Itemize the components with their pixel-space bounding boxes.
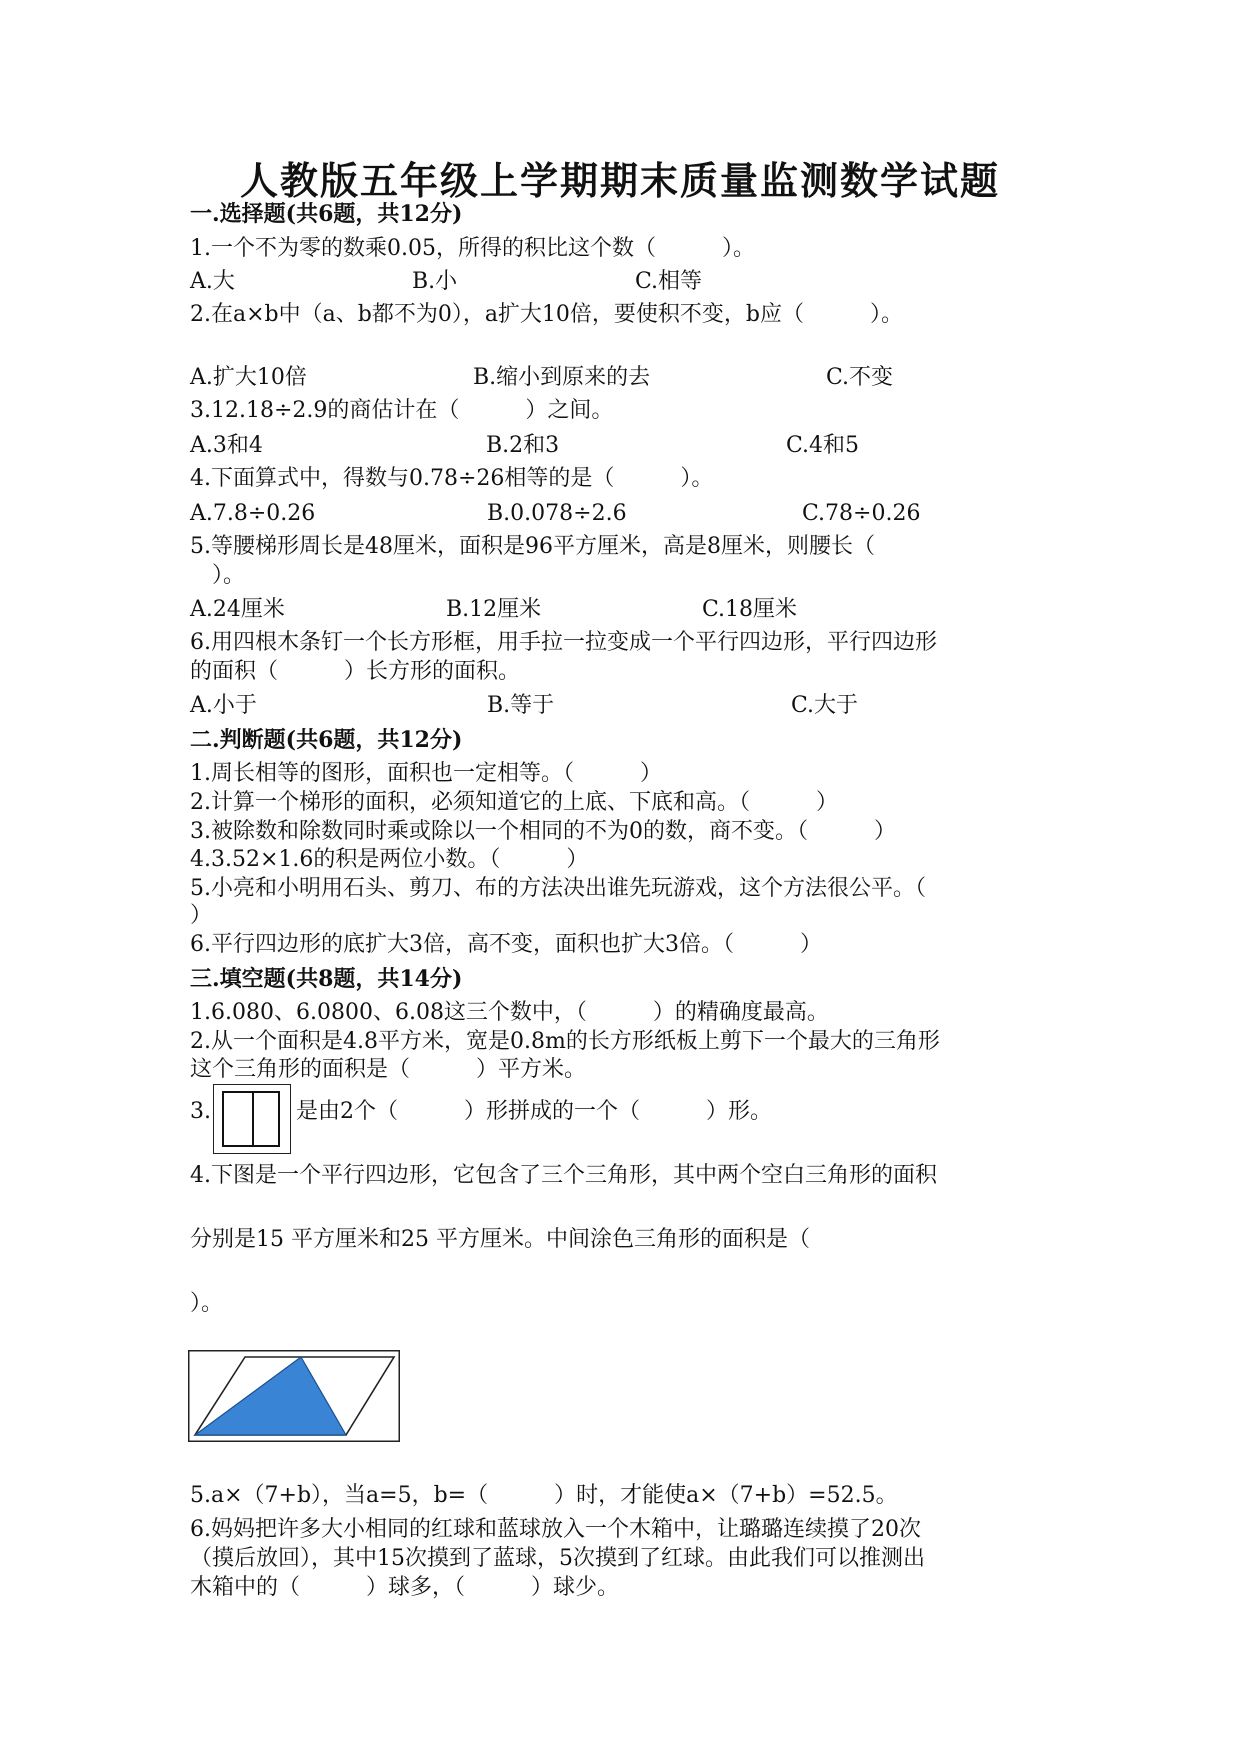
s1-q2-option-c: C.不变 — [826, 365, 894, 390]
s1-q5-text-line1: 5.等腰梯形周长是48厘米，面积是96平方厘米，高是8厘米，则腰长（ — [190, 534, 875, 559]
s3-q4-line3: ）。 — [190, 1291, 224, 1316]
s1-q2-option-b: B.缩小到原来的去 — [473, 365, 651, 390]
page-title: 人教版五年级上学期期末质量监测数学试题 — [239, 158, 1000, 203]
s3-q2-line1: 2.从一个面积是4.8平方米，宽是0.8m的长方形纸板上剪下一个最大的三角形 — [190, 1029, 940, 1054]
s1-q6-text-line2: 的面积（ ）长方形的面积。 — [190, 659, 521, 684]
s3-q6-line3: 木箱中的（ ）球多，（ ）球少。 — [190, 1575, 620, 1600]
rectangle-divider — [252, 1093, 254, 1145]
parallelogram-figure — [188, 1350, 400, 1442]
s3-q6-line1: 6.妈妈把许多大小相同的红球和蓝球放入一个木箱中，让璐璐连续摸了20次 — [190, 1517, 921, 1542]
s3-q6-line2: （摸后放回），其中15次摸到了蓝球，5次摸到了红球。由此我们可以推测出 — [190, 1546, 925, 1571]
s1-q3-option-b: B.2和3 — [486, 433, 560, 458]
s3-q2-line2: 这个三角形的面积是（ ）平方米。 — [190, 1057, 587, 1082]
s2-q5-line1: 5.小亮和小明用石头、剪刀、布的方法决出谁先玩游戏，这个方法很公平。（ — [190, 876, 926, 901]
s2-q3: 3.被除数和除数同时乘或除以一个相同的不为0的数，商不变。（ ） — [190, 819, 896, 844]
s1-q1-option-c: C.相等 — [635, 269, 703, 294]
s3-q4-line2: 分别是15 平方厘米和25 平方厘米。中间涂色三角形的面积是（ — [190, 1227, 810, 1252]
s1-q4-option-a: A.7.8÷0.26 — [190, 501, 316, 526]
s1-q3-option-a: A.3和4 — [190, 433, 263, 458]
s1-q5-option-b: B.12厘米 — [446, 597, 542, 622]
section1-heading: 一.选择题(共6题，共12分) — [190, 201, 463, 227]
s1-q6-text-line1: 6.用四根木条钉一个长方形框，用手拉一拉变成一个平行四边形，平行四边形 — [190, 630, 937, 655]
s1-q5-option-a: A.24厘米 — [190, 597, 285, 622]
s1-q2-text: 2.在a×b中（a、b都不为0），a扩大10倍，要使积不变，b应（ ）。 — [190, 302, 904, 327]
s1-q5-option-c: C.18厘米 — [702, 597, 798, 622]
s1-q4-option-c: C.78÷0.26 — [802, 501, 921, 526]
s1-q1-text: 1.一个不为零的数乘0.05，所得的积比这个数（ ）。 — [190, 236, 755, 261]
s3-q3-text: 是由2个（ ）形拼成的一个（ ）形。 — [296, 1099, 772, 1124]
s1-q3-option-c: C.4和5 — [786, 433, 860, 458]
s1-q1-option-b: B.小 — [412, 269, 458, 294]
s1-q1-option-a: A.大 — [190, 269, 235, 294]
section3-heading: 三.填空题(共8题，共14分) — [190, 966, 463, 992]
s2-q1: 1.周长相等的图形，面积也一定相等。（ ） — [190, 761, 662, 786]
s1-q6-option-c: C.大于 — [791, 693, 859, 718]
section2-heading: 二.判断题(共6题，共12分) — [190, 727, 463, 753]
rectangle-outline — [222, 1091, 280, 1147]
s3-q1: 1.6.080、6.0800、6.08这三个数中，（ ）的精确度最高。 — [190, 1000, 829, 1025]
s2-q5-line2: ） — [190, 903, 213, 928]
s1-q6-option-a: A.小于 — [190, 693, 257, 718]
s1-q6-option-b: B.等于 — [487, 693, 555, 718]
s1-q3-text: 3.12.18÷2.9的商估计在（ ）之间。 — [190, 398, 614, 423]
rectangle-figure — [213, 1084, 291, 1154]
s2-q6: 6.平行四边形的底扩大3倍，高不变，面积也扩大3倍。（ ） — [190, 932, 822, 957]
s2-q2: 2.计算一个梯形的面积，必须知道它的上底、下底和高。（ ） — [190, 790, 838, 815]
s1-q5-text-line2: ）。 — [190, 563, 246, 588]
s3-q4-line1: 4.下图是一个平行四边形，它包含了三个三角形，其中两个空白三角形的面积 — [190, 1163, 937, 1188]
s3-q5: 5.a×（7+b），当a=5，b=（ ）时，才能使a×（7+b）=52.5。 — [190, 1483, 898, 1508]
s1-q4-option-b: B.0.078÷2.6 — [487, 501, 627, 526]
s2-q4: 4.3.52×1.6的积是两位小数。（ ） — [190, 847, 589, 872]
s1-q2-option-a: A.扩大10倍 — [190, 365, 307, 390]
s3-q3-number: 3. — [190, 1099, 211, 1124]
s1-q4-text: 4.下面算式中，得数与0.78÷26相等的是（ ）。 — [190, 466, 714, 491]
